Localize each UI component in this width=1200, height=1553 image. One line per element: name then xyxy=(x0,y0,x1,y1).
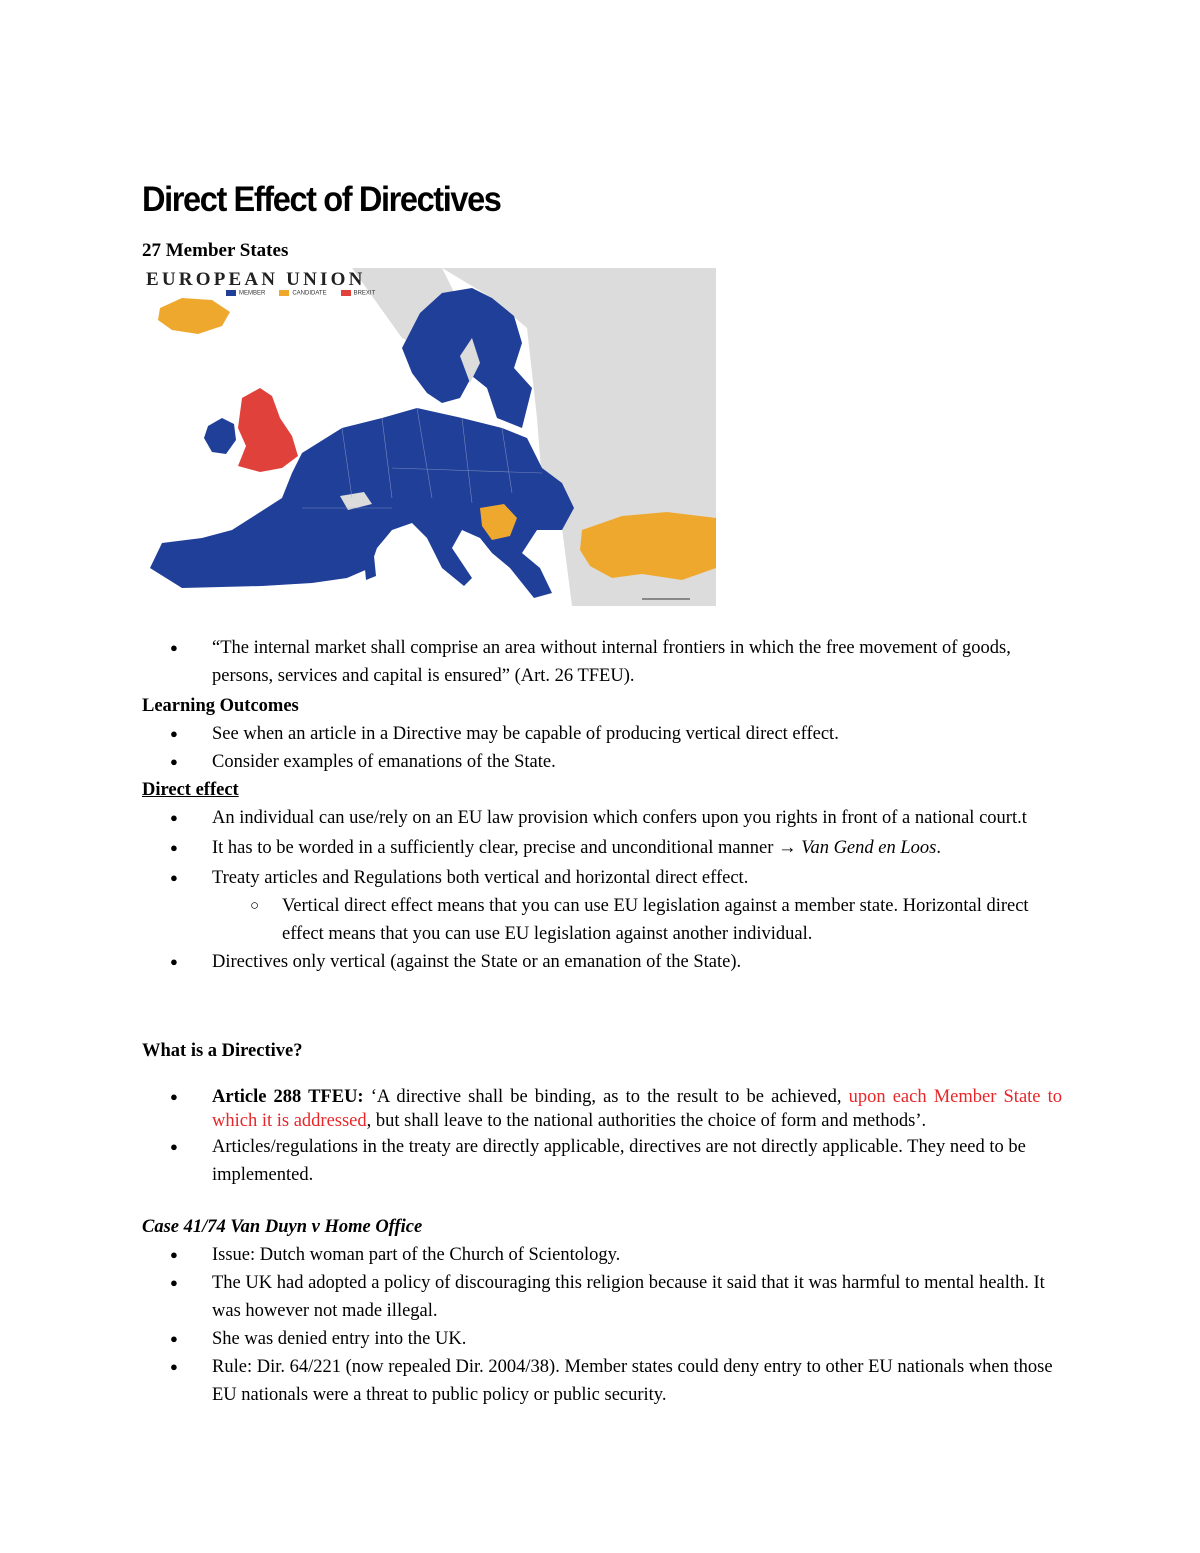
direct-effect-section xyxy=(142,776,1062,976)
directive-section xyxy=(142,1037,1062,1189)
list-item: ● See when an article in a Directive may be capable of producing vertical direct effect. xyxy=(142,720,1062,748)
list-item: ● The UK had adopted a policy of discouraging this religion because it said that it was harmful to mental health. It was however not made illegal. xyxy=(142,1269,1062,1325)
eu-map-image xyxy=(142,268,716,606)
list-item: ● She was denied entry into the UK. xyxy=(142,1325,1062,1353)
page-title: Direct Effect of Directives xyxy=(142,180,501,219)
list-item: ● Issue: Dutch woman part of the Church of Scientology. xyxy=(142,1241,1062,1269)
learning-outcomes-section xyxy=(142,692,1062,776)
quote-section xyxy=(142,634,1062,690)
legend-brexit: BREXIT xyxy=(341,290,376,297)
map-title: EUROPEAN UNION xyxy=(146,269,366,290)
sub-list-item: ○ Vertical direct effect means that you can use EU legislation against a member state. Horizontal direct effect means that you can use EU legislation against another individual. xyxy=(212,892,1062,948)
list-item: ● Directives only vertical (against the State or an emanation of the State). xyxy=(142,948,1062,976)
learning-outcomes-heading: Learning Outcomes xyxy=(142,696,299,716)
legend-candidate: CANDIDATE xyxy=(279,290,326,297)
map-legend xyxy=(226,290,375,297)
list-item: ● An individual can use/rely on an EU law provision which confers upon you rights in front of a national court.t xyxy=(142,804,1062,832)
legend-member: MEMBER xyxy=(226,290,265,297)
list-item: ● “The internal market shall comprise an area without internal frontiers in which the free movement of goods, persons, services and capital is ensured” (Art. 26 TFEU). xyxy=(142,634,1062,690)
list-item: ● Treaty articles and Regulations both vertical and horizontal direct effect. ○ Vertical direct effect means that you can use EU legislation against a member state. Horizontal direct effect means that you can use EU legislation against another individual. xyxy=(142,864,1062,948)
member-states-label: 27 Member States xyxy=(142,240,289,261)
list-item: ● Articles/regulations in the treaty are directly applicable, directives are not directly applicable. They need to be implemented. xyxy=(142,1133,1062,1189)
list-item: ● Article 288 TFEU: ‘A directive shall be binding, as to the result to be achieved, upon each Member State to which it is addressed, but shall leave to the national authorities the choice of form and methods’. xyxy=(142,1085,1062,1133)
case-heading: Case 41/74 Van Duyn v Home Office xyxy=(142,1217,423,1237)
case-reference: Van Gend en Loos xyxy=(801,838,937,858)
list-item: ● Consider examples of emanations of the State. xyxy=(142,748,1062,776)
list-item: ● Rule: Dir. 64/221 (now repealed Dir. 2004/38). Member states could deny entry to other EU nationals when those EU nationals were a threat to public policy or public security. xyxy=(142,1353,1062,1409)
case-section xyxy=(142,1213,1062,1409)
directive-heading: What is a Directive? xyxy=(142,1041,303,1061)
highlighted-text: upon each Member State to which it is addressed xyxy=(212,1087,1063,1131)
direct-effect-heading: Direct effect xyxy=(142,780,239,800)
eu-map-graphic xyxy=(142,268,716,606)
list-item: ● It has to be worded in a sufficiently clear, precise and unconditional manner → Van Gend en Loos. xyxy=(142,832,1062,864)
